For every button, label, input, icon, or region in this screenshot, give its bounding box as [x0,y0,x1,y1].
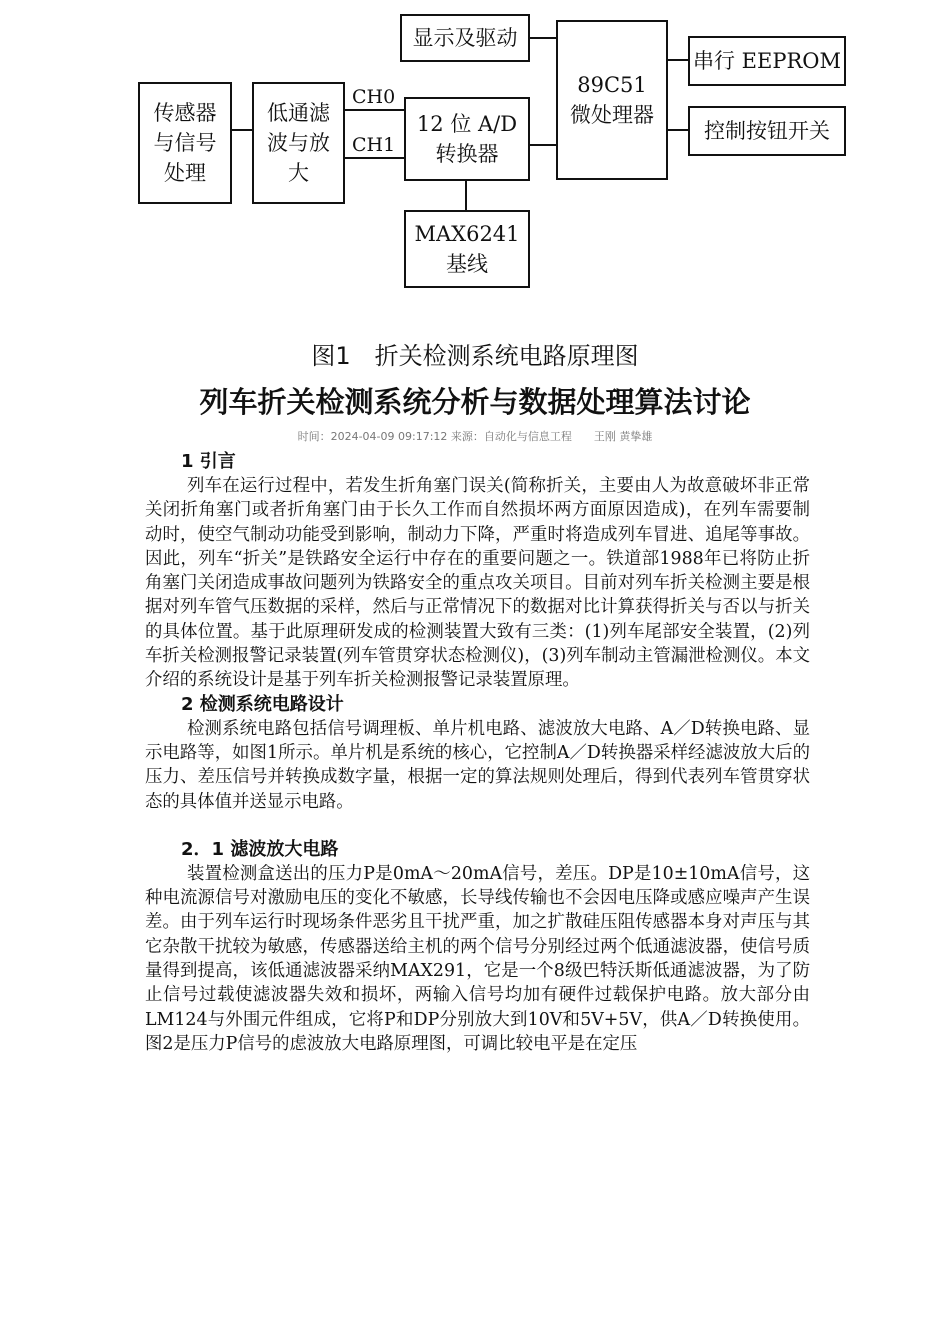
section-heading-circuit: 2 检测系统电路设计 [181,693,344,715]
filter-paragraph: 装置检测盒送出的压力P是0mA～20mA信号，差压。DP是10±10mA信号，这种电流源信号对激励电压的变化不敏感，长导线传输也不会因电压降或感应噪声产生误差。由于列车运行时现场条件恶劣且干扰严重，加之扩散硅压阻传感器本身对声压与其它杂散干扰较为敏感，传感器送给主机的两个信号分别经过两个低通滤波器，使信号质量得到提高，该低通滤波器采纳MAX291，它是一个8级巴特沃斯低通滤波器，为了防止信号过载使滤波器失效和损坏，两输入信号均加有硬件过载保护电路。放大部分由LM124与外围元件组成，它将P和DP分别放大到10V和5V+5V，供A／D转换使用。图2是压力P信号的虑波放大电路原理图，可调比较电平是在定压 [145,863,810,1054]
buttons-label: 控制按钮开关 [704,119,830,143]
ch0-label: CH0 [352,86,396,108]
section-spacer [145,814,810,838]
display-box [400,14,530,62]
figure-caption: 图1 折关检测系统电路原理图 [311,342,639,370]
buttons-box [688,106,846,156]
ch1-label: CH1 [352,134,396,156]
circuit-paragraph: 检测系统电路包括信号调理板、单片机电路、滤波放大电路、A／D转换电路、显示电路等，如图1所示。单片机是系统的核心，它控制A／D转换器采样经滤波放大后的压力、差压信号并转换成数字量，根据一定的算法规则处理后，得到代表列车管贯穿状态的具体值并送显示电路。 [145,718,810,812]
circuit-block-diagram [0,0,950,300]
section-heading-filter: 2．1 滤波放大电路 [181,838,339,860]
section-heading-intro: 1 引言 [181,451,236,472]
adc-box [404,97,530,181]
mcu-label: 89C51 微处理器 [570,73,654,127]
eeprom-box [688,36,846,86]
display-label: 显示及驱动 [412,26,518,50]
adc-label: 12 位 A/D 转换器 [416,112,518,166]
article-meta: 时间：2024-04-09 09:17:12 来源：自动化与信息工程 王刚 黄挚雄 [297,430,653,443]
max6241-label: MAX6241 基线 [414,222,520,276]
article-body [145,450,810,1056]
eeprom-label: 串行 EEPROM [693,49,841,73]
sensor-label: 传感器 与信号 处理 [153,101,217,185]
mcu-box [556,20,668,180]
lowpass-box [252,82,345,204]
sensor-box [138,82,232,204]
lowpass-label: 低通滤 波与放 大 [267,101,330,185]
article-title: 列车折关检测系统分析与数据处理算法讨论 [199,385,751,419]
max6241-box [404,210,530,288]
intro-paragraph: 列车在运行过程中，若发生折角塞门误关(简称折关，主要由人为故意破坏非正常关闭折角塞门或者折角塞门由于长久工作而自然损坏两方面原因造成)，在列车需要制动时，使空气制动功能受到影响，制动力下降，严重时将造成列车冒进、追尾等事故。因此，列车“折关”是铁路安全运行中存在的重要问题之一。铁道部1988年已将防止折角塞门关闭造成事故问题列为铁路安全的重点攻关项目。目前对列车折关检测主要是根据对列车管气压数据的采样，然后与正常情况下的数据对比计算获得折关与否以与折关的具体位置。基于此原理研发成的检测装置大致有三类：(1)列车尾部安全装置，(2)列车折关检测报警记录装置(列车管贯穿状态检测仪)，(3)列车制动主管漏泄检测仪。本文介绍的系统设计是基于列车折关检测报警记录装置原理。 [145,476,810,691]
